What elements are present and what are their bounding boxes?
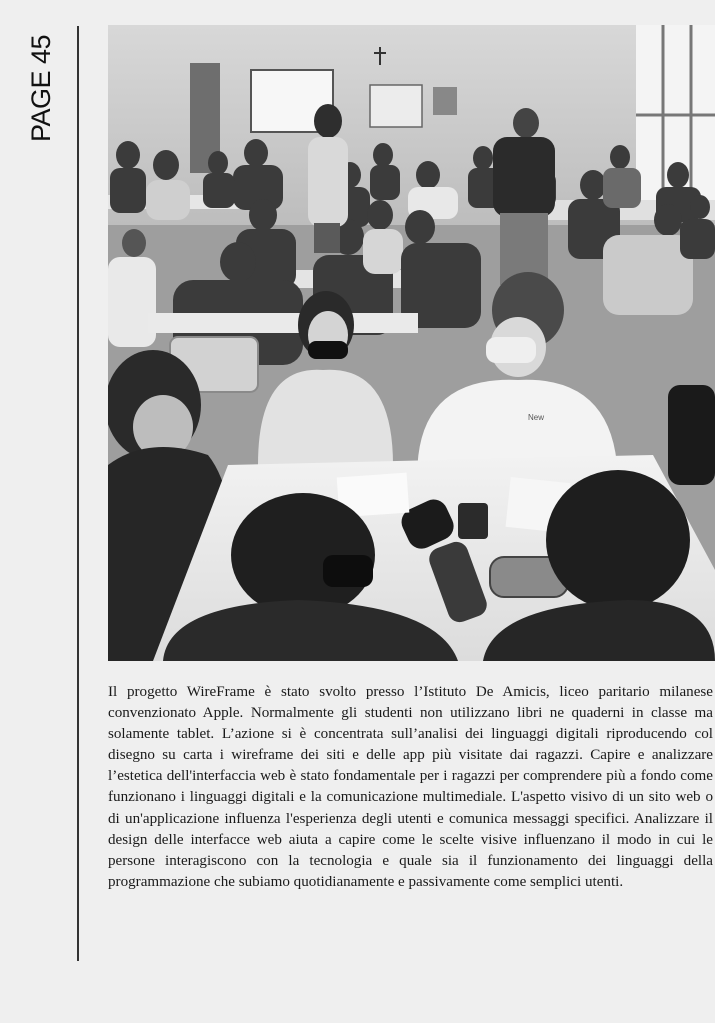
article-paragraph: Il progetto WireFrame è stato svolto presso l’Istituto De Amicis, liceo paritario milanese convenzionato Apple. Normalmente gli studenti non utilizzano libri ne quaderni in classe ma solamente tablet. L’azione si è concentrata sull’analisi dei linguaggi digitali riproducendo col disegno su carta i wireframe dei siti e delle app più visitate dai ragazzi. Capire e analizzare l’estetica dell'interfaccia web è stato fondamentale per i ragazzi per comprendere più a fondo come funzionano i linguaggi digitali e la comunicazione multimediale. L'aspetto visivo di un sito web o di un'applicazione influenza l'esperienza degli utenti e comunica messaggi specifici. Analizzare il design delle interfacce web aiuta a capire come le scelte visive influenzano il modo in cui le persone interagiscono con la tecnologia e quale sia il funzionamento dei linguaggi della programmazione che subiamo quotidianamente e passivamente come semplici utenti. (108, 684, 713, 890)
page-number-label: PAGE 45 (26, 34, 56, 142)
wall-frame (433, 87, 457, 115)
svg-text:New: New (528, 413, 545, 422)
vertical-divider (77, 26, 79, 961)
whiteboard-small (370, 85, 422, 127)
classroom-photo (108, 25, 715, 661)
